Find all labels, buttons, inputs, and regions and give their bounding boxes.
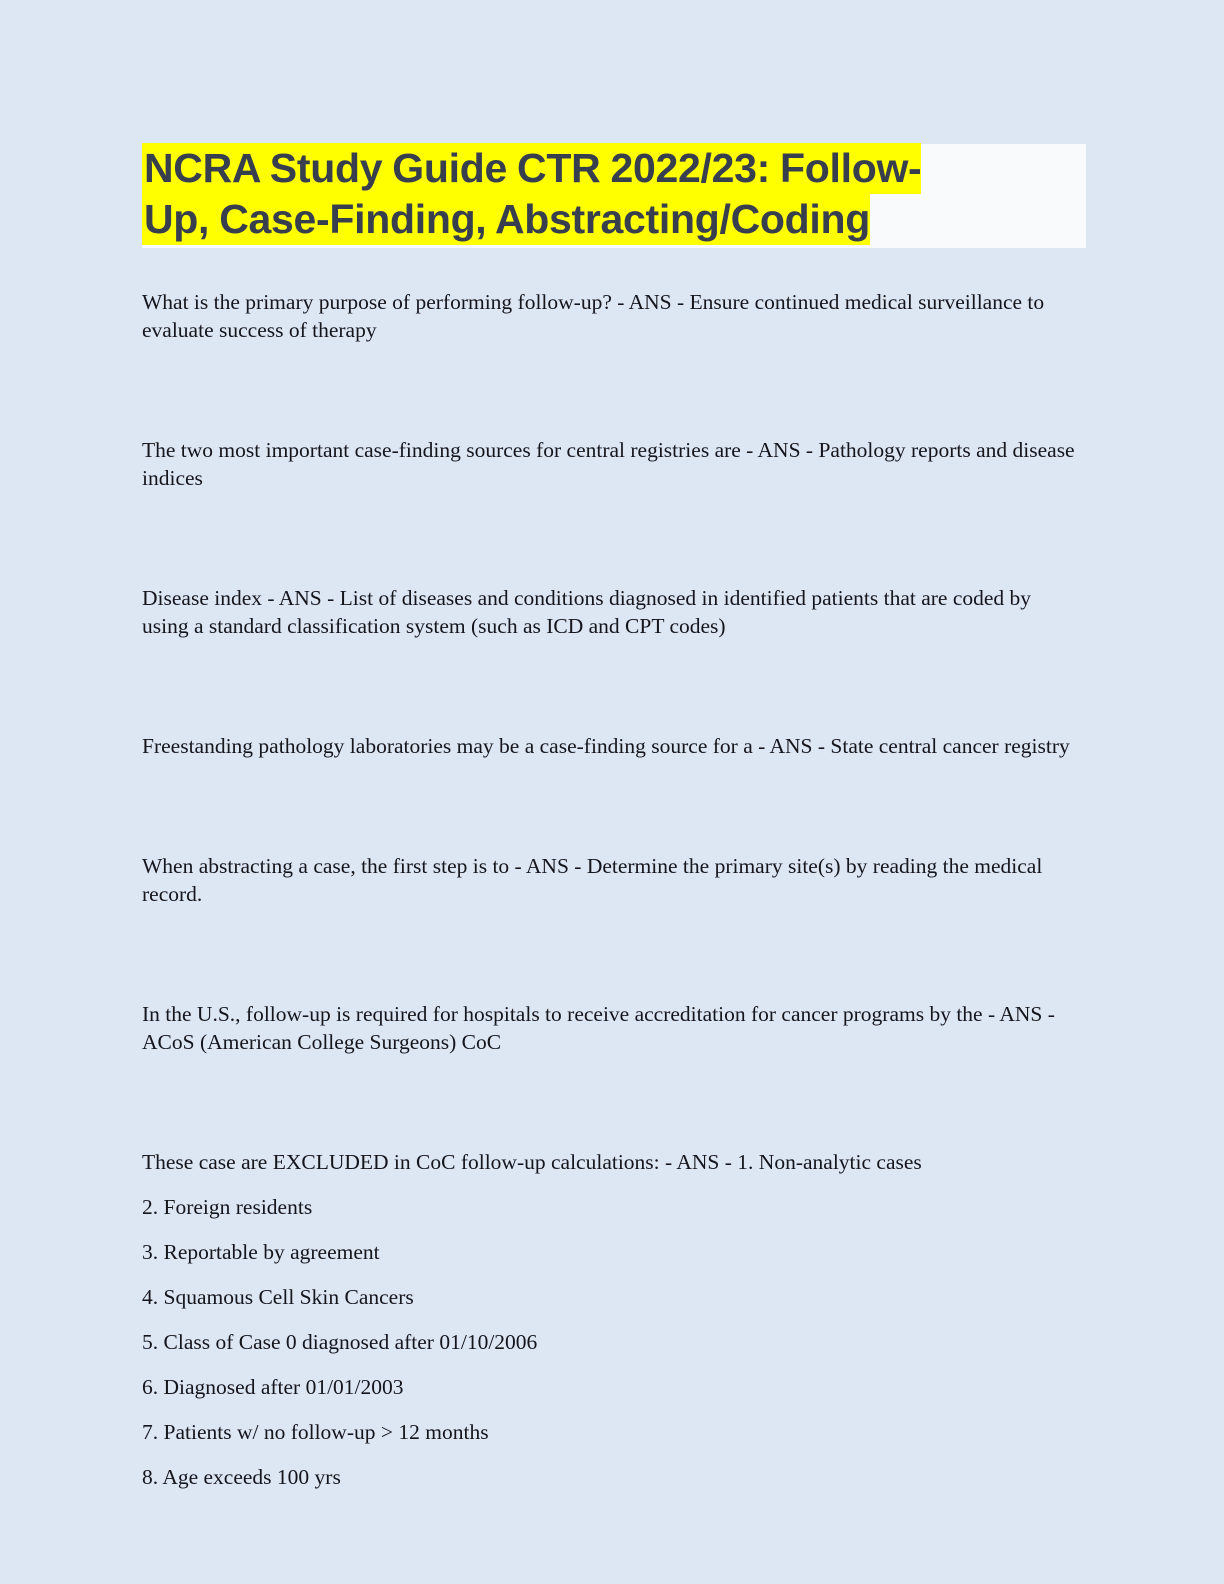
qa-paragraph-4: Freestanding pathology laboratories may be a case-finding source for a - ANS - State central cancer registry [142, 734, 1070, 758]
list-item: 2. Foreign residents [142, 1195, 313, 1219]
qa-paragraph-6: In the U.S., follow-up is required for hospitals to receive accreditation for cancer programs by the - ANS - ACoS (American College Surgeons) CoC [142, 1002, 1055, 1054]
list-item: 5. Class of Case 0 diagnosed after 01/10/2006 [142, 1330, 538, 1354]
list-item: 8. Age exceeds 100 yrs [142, 1465, 341, 1489]
qa-paragraph-1: What is the primary purpose of performing follow-up? - ANS - Ensure continued medical surveillance to evaluate success of therapy [142, 290, 1045, 342]
list-item: 6. Diagnosed after 01/01/2003 [142, 1375, 404, 1399]
qa-paragraph-2: The two most important case-finding sources for central registries are - ANS - Pathology reports and disease indices [142, 438, 1075, 490]
qa-paragraph-3: Disease index - ANS - List of diseases and conditions diagnosed in identified patients that are coded by using a standard classification system (such as ICD and CPT codes) [142, 586, 1032, 638]
document-body [142, 288, 1078, 1508]
list-item: 3. Reportable by agreement [142, 1240, 380, 1264]
excluded-cases-lead: These case are EXCLUDED in CoC follow-up calculations: - ANS - 1. Non-analytic cases [142, 1150, 922, 1174]
page-title [142, 143, 1077, 245]
title-line-2-highlight: Up, Case-Finding, Abstracting/Coding [142, 194, 870, 245]
excluded-cases-list [142, 1193, 1078, 1508]
list-item: 7. Patients w/ no follow-up > 12 months [142, 1420, 489, 1444]
qa-paragraph-5: When abstracting a case, the first step is to - ANS - Determine the primary site(s) by reading the medical record. [142, 854, 1043, 906]
title-line-1-highlight: NCRA Study Guide CTR 2022/23: Follow- [142, 143, 921, 194]
list-item: 4. Squamous Cell Skin Cancers [142, 1285, 414, 1309]
document-title-block [142, 143, 1086, 245]
